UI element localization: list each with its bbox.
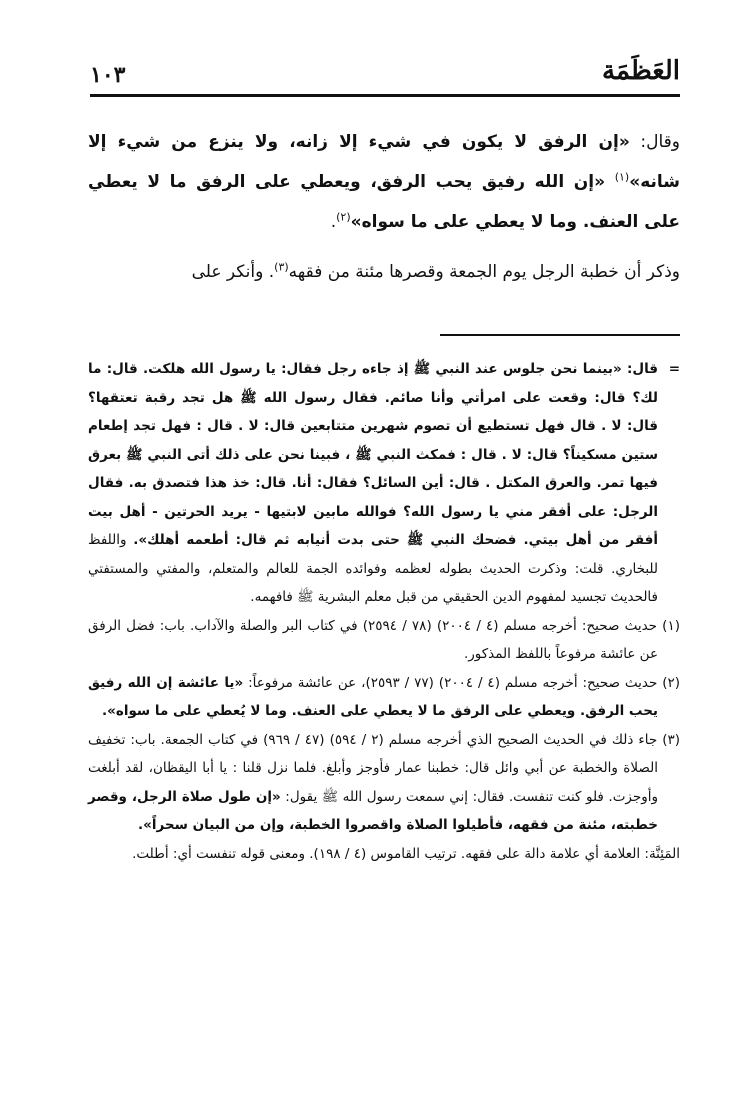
footnote-2-hadith: «يا عائشة إن الله رفيق يحب الرفق. ويعطي على الرفق ما لا يعطي على العنف. وما لا يُعطي على ما سواه». [88,674,658,719]
footnote-ref-3[interactable]: (٣) [274,260,289,274]
footnote-2-source: (٢) حديث صحيح: أخرجه مسلم (٤ / ٢٠٠٤) (٧٧ / ٢٥٩٣)، عن عائشة مرفوعاً: [243,674,681,691]
footnote-continuation [88,355,680,612]
paragraph-2-text: وذكر أن خطبة الرجل يوم الجمعة وقصرها مئنة من فقهه [288,262,680,282]
continuation-marker: = [668,361,680,377]
main-paragraph-1 [88,122,680,242]
footnote-2 [88,669,680,726]
continuation-comment: واللفظ للبخاري. قلت: وذكرت الحديث بطوله لعظمه وفوائده الجمة للعالم والمتعلم، والمفتي والمستفتي فالحديث تجسيد لمفهوم الدين الحقيقي من قبل معلم البشرية ﷺ فافهمه. [88,532,658,605]
sentence-end: . [330,212,337,232]
footnote-3 [88,726,680,840]
definition-text: المَئِنَّة: العلامة أي علامة دالة على فقهه. ترتيب القاموس (٤ / ١٩٨). ومعنى قوله تنفست أي: أطلت. [132,845,680,862]
footnote-1-text: (١) حديث صحيح: أخرجه مسلم (٤ / ٢٠٠٤) (٧٨ / ٢٥٩٤) في كتاب البر والصلة والآداب. باب: فضل الرفق عن عائشة مرفوعاً باللفظ المذكور. [88,617,680,662]
hadith-quote-2: «إن الله رفيق يحب الرفق، ويعطي على الرفق ما لا يعطي على العنف. وما لا يعطي على ما سواه» [88,172,680,232]
hadith-quote-1: «إن الرفق لا يكون في شيء إلا زانه، ولا ينزع من شيء إلا شانه» [88,132,680,192]
main-text [88,122,680,292]
footnote-definition [88,840,680,869]
footnote-3-hadith: «إن طول صلاة الرجل، وقصر خطبته، مئنة من فقهه، فأطيلوا الصلاة واقصروا الخطبة، وإن من البيان سحراً». [88,788,658,833]
footnote-separator [440,334,680,336]
paragraph-2-tail: . وأنكر على [191,262,275,282]
main-paragraph-2 [88,252,680,292]
footnote-1 [88,612,680,669]
footnote-ref-1[interactable]: (١) [614,170,630,184]
footnote-ref-2[interactable]: (٢) [336,210,351,224]
footnotes [88,355,680,868]
page-header [90,50,680,100]
running-title: العَظَمَة [602,56,680,86]
lead-text: وقال: [629,132,681,152]
footnote-3-source: (٣) جاء ذلك في الحديث الصحيح الذي أخرجه مسلم (٢ / ٥٩٤) (٤٧ / ٩٦٩) في كتاب الجمعة. باب: تخفيف الصلاة والخطبة عن أبي وائل قال: خطبنا عمار فأوجز وأبلغ. فلما نزل قلنا : يا أبا اليقظان، لقد أبلغت وأوجزت. فلو كنت تنفست. فقال: إني سمعت رسول الله ﷺ يقول: [88,731,681,805]
header-rule [90,94,680,97]
continuation-hadith: قال: «بينما نحن جلوس عند النبي ﷺ إذ جاءه رجل فقال: يا رسول الله هلكت. قال: ما لك؟ قال: وقعت على امرأتي وأنا صائم. فقال رسول الله ﷺ هل تجد رقبة تعتقها؟ قال: لا . قال فهل تستطيع أن تصوم شهرين متتابعين قال: لا . قال : فهل تجد إطعام ستين مسكيناً؟ قال: لا . قال : فمكث النبي ﷺ ، فبينا نحن على ذلك أتى النبي ﷺ بعرق فيها تمر. والعرق المكتل . قال: أين السائل؟ فقال: أنا. قال: خذ هذا فتصدق به. فقال الرجل: على أفقر مني يا رسول الله؟ فوالله مابين لابتيها - يريد الحرتين - أهل بيت أفقر من أهل بيتي. فضحك النبي ﷺ حتى بدت أنيابه ثم قال: أطعمه أهلك». [88,361,658,548]
page-number: ١٠٣ [90,62,126,88]
